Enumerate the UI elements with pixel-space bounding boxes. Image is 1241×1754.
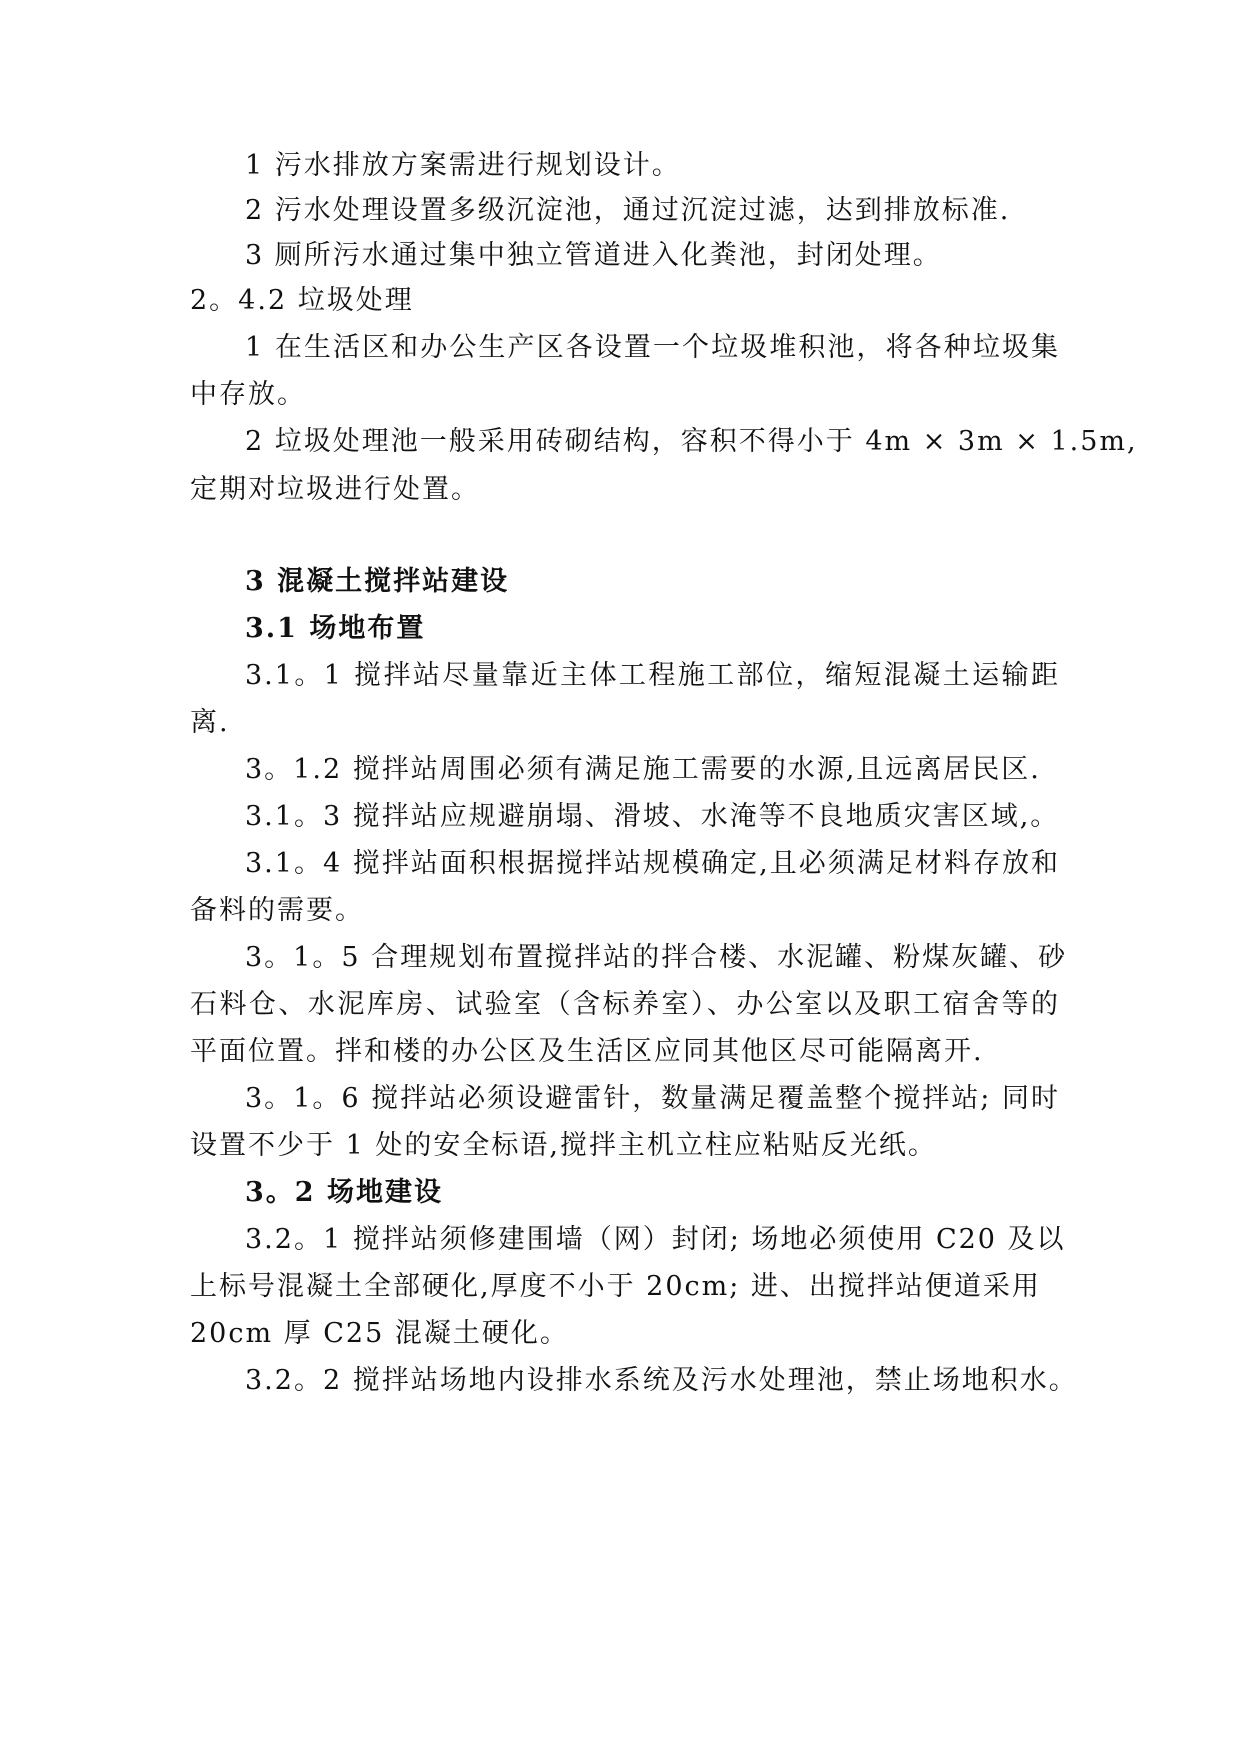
paragraph-line: 3。1。6 搅拌站必须设避雷针，数量满足覆盖整个搅拌站; 同时 <box>245 1083 1060 1114</box>
section-heading-site-construction: 3。2 场地建设 <box>245 1177 443 1208</box>
paragraph-line: 备料的需要。 <box>190 895 364 926</box>
paragraph-line: 3.1。3 搅拌站应规避崩塌、滑坡、水淹等不良地质灾害区域,。 <box>245 801 1060 832</box>
paragraph-line: 3。1。5 合理规划布置搅拌站的拌合楼、水泥罐、粉煤灰罐、砂 <box>245 942 1068 973</box>
list-item-sewage-plan: 1 污水排放方案需进行规划设计。 <box>245 150 681 181</box>
chapter-heading-mixing-station: 3 混凝土搅拌站建设 <box>245 566 510 597</box>
paragraph-line: 3.1。1 搅拌站尽量靠近主体工程施工部位，缩短混凝土运输距 <box>245 660 1060 691</box>
list-item-toilet-sewage: 3 厕所污水通过集中独立管道进入化粪池，封闭处理。 <box>245 240 942 271</box>
section-heading-garbage: 2。4.2 垃圾处理 <box>190 285 414 316</box>
paragraph-line: 3.1。4 搅拌站面积根据搅拌站规模确定,且必须满足材料存放和 <box>245 848 1060 879</box>
paragraph-line: 1 在生活区和办公生产区各设置一个垃圾堆积池，将各种垃圾集 <box>245 332 1060 363</box>
paragraph-line: 离. <box>190 707 230 738</box>
paragraph-line: 20cm 厚 C25 混凝土硬化。 <box>190 1318 569 1349</box>
paragraph-line: 中存放。 <box>190 379 306 410</box>
list-item-sewage-treatment: 2 污水处理设置多级沉淀池，通过沉淀过滤，达到排放标准. <box>245 195 1011 226</box>
paragraph-line: 定期对垃圾进行处置。 <box>190 474 480 505</box>
paragraph-line: 上标号混凝土全部硬化,厚度不小于 20cm; 进、出搅拌站便道采用 <box>190 1271 1041 1302</box>
paragraph-line: 平面位置。拌和楼的办公区及生活区应同其他区尽可能隔离开. <box>190 1036 984 1067</box>
paragraph-line: 设置不少于 1 处的安全标语,搅拌主机立柱应粘贴反光纸。 <box>190 1130 937 1161</box>
paragraph-line: 3.2。1 搅拌站须修建围墙（网）封闭; 场地必须使用 C20 及以 <box>245 1224 1066 1255</box>
paragraph-line: 3.2。2 搅拌站场地内设排水系统及污水处理池，禁止场地积水。 <box>245 1365 1078 1396</box>
paragraph-line: 3。1.2 搅拌站周围必须有满足施工需要的水源,且远离居民区. <box>245 754 1041 785</box>
section-heading-site-layout: 3.1 场地布置 <box>245 613 426 644</box>
paragraph-line: 石料仓、水泥库房、试验室（含标养室）、办公室以及职工宿舍等的 <box>190 989 1060 1020</box>
paragraph-line: 2 垃圾处理池一般采用砖砌结构，容积不得小于 4m × 3m × 1.5m, <box>245 426 1138 457</box>
